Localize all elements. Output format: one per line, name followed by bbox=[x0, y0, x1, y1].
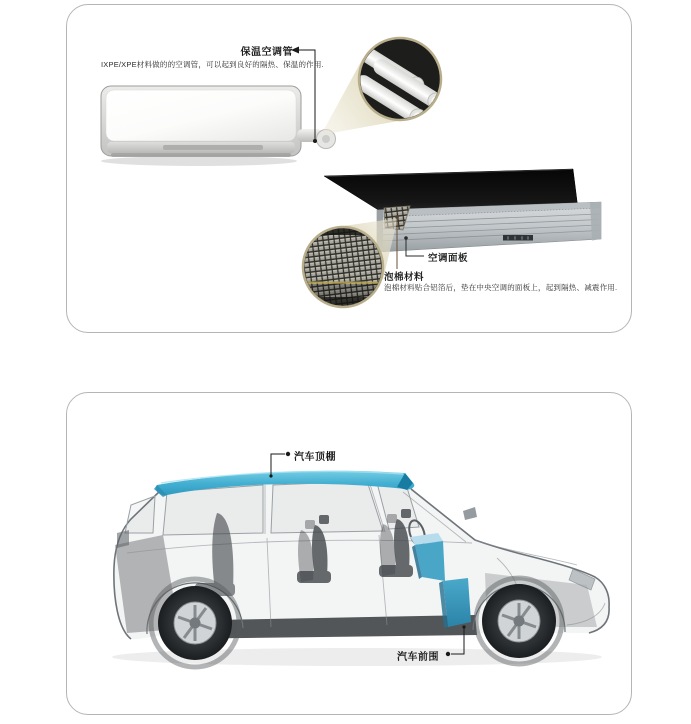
car-roof-label: 汽车顶棚 bbox=[294, 452, 336, 463]
insulated-pipe-description: IXPE/XPE材料做的的空调管，可以起到良好的隔热、保温的作用. bbox=[101, 60, 324, 69]
callout-dot bbox=[404, 236, 408, 240]
car-panel bbox=[66, 392, 632, 715]
ac-panel-label: 空调面板 bbox=[428, 253, 469, 264]
rear-hub bbox=[190, 618, 201, 629]
callout-dot bbox=[446, 652, 450, 656]
callout-dot bbox=[313, 139, 317, 143]
side-mirror bbox=[463, 507, 477, 520]
mid-cushion bbox=[297, 571, 331, 583]
callout-dot bbox=[395, 215, 399, 219]
foam-material-description: 泡棉材料贴合铝箔后，垫在中央空调的面板上，起到隔热、减震作用. bbox=[384, 283, 618, 292]
callout-dot bbox=[286, 452, 290, 456]
car-front-wall-label: 汽车前围 bbox=[397, 652, 439, 663]
tail-lamp bbox=[117, 530, 129, 548]
mid-headrest bbox=[319, 515, 329, 524]
car-body bbox=[112, 471, 609, 667]
front-wheel bbox=[476, 578, 562, 664]
front-door-window bbox=[271, 481, 383, 533]
rear-wheel bbox=[151, 579, 239, 667]
foam-material-label: 泡棉材料 bbox=[384, 272, 425, 283]
wall-ac-unit bbox=[101, 86, 336, 166]
central-ac-display bbox=[503, 235, 533, 241]
air-conditioning-panel bbox=[66, 4, 632, 333]
ac-pipe-elbow-core bbox=[322, 135, 330, 143]
driver-cushion bbox=[379, 565, 413, 577]
car-illustration bbox=[67, 393, 631, 714]
insulated-pipe-label: 保温空调管 bbox=[240, 47, 293, 58]
front-hub bbox=[514, 616, 525, 627]
callout-dot bbox=[269, 474, 272, 477]
ac-front-glossy-panel bbox=[106, 90, 296, 141]
ac-shadow bbox=[101, 156, 297, 166]
driver-headrest bbox=[401, 509, 411, 518]
rear-quarter-window bbox=[125, 496, 155, 533]
callout-dot bbox=[462, 625, 465, 628]
foam-foil-line bbox=[299, 282, 389, 284]
ac-bottom-lip bbox=[111, 153, 291, 157]
ac-vent-slot bbox=[163, 145, 263, 150]
